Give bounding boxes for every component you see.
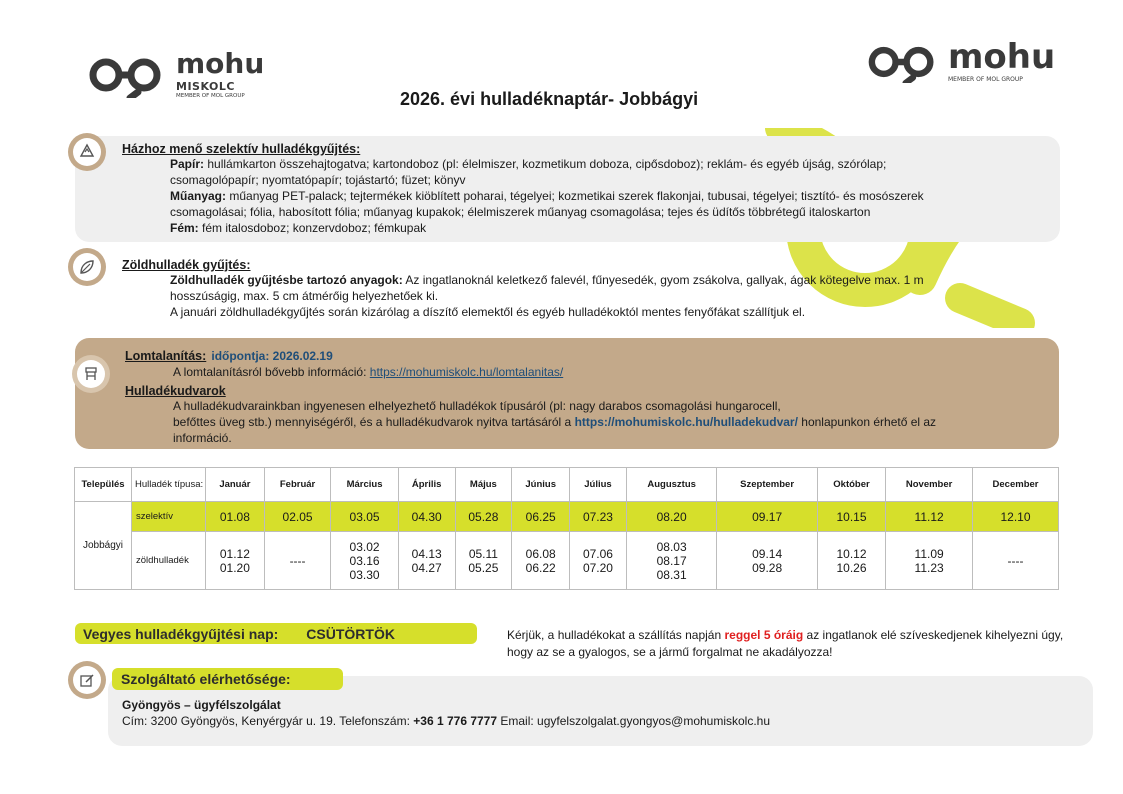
month-header: December	[973, 468, 1059, 502]
green-date-cell: 05.11 05.25	[455, 532, 512, 590]
selective-content	[122, 142, 1057, 236]
month-header: Február	[264, 468, 331, 502]
selective-date-cell: 12.10	[973, 502, 1059, 532]
mohu-logo	[864, 37, 1056, 83]
green-date-cell: 08.03 08.17 08.31	[626, 532, 717, 590]
notice-b: az ingatlanok elé szíveskedjenek	[806, 628, 982, 642]
bulky-info-link[interactable]: https://mohumiskolc.hu/lomtalanitas/	[369, 365, 564, 379]
selective-date-cell: 02.05	[264, 502, 331, 532]
logo-left-member: MEMBER OF MOL GROUP	[176, 93, 245, 99]
selective-date-cell: 07.23	[570, 502, 627, 532]
mixed-label: Vegyes hulladékgyűjtési nap:	[83, 625, 279, 642]
mixed-day: CSÜTÖRTÖK	[306, 625, 395, 642]
metal-label: Fém:	[170, 221, 199, 235]
contact-icon	[68, 661, 106, 699]
contact-office: Gyöngyös – ügyfélszolgálat	[122, 698, 281, 712]
month-header: Június	[512, 468, 570, 502]
month-header: Szeptember	[717, 468, 817, 502]
town-cell: Jobbágyi	[75, 502, 132, 590]
mohu-logo-icon	[864, 41, 940, 83]
bulky-info: A lomtalanításról bővebb információ:	[173, 365, 367, 379]
contact-phone[interactable]: +36 1 776 7777	[413, 714, 498, 728]
contact-email[interactable]: Email: ugyfelszolgalat.gyongyos@mohumiskolc.hu	[500, 714, 771, 728]
month-header: Január	[206, 468, 265, 502]
green-date-cell: 06.08 06.22	[512, 532, 570, 590]
green-date-cell: ----	[973, 532, 1059, 590]
green-date-cell: 03.02 03.16 03.30	[331, 532, 398, 590]
green-date-cell: 07.06 07.20	[570, 532, 627, 590]
green-text-2: hosszúságig, max. 5 cm átmérőig helyezhetőek ki.	[170, 289, 439, 303]
contact-address: Cím: 3200 Gyöngyös, Kenyérgyár u. 19. Telefonszám:	[122, 714, 410, 728]
selective-date-cell: 04.30	[398, 502, 455, 532]
bulky-icon	[72, 355, 110, 393]
green-text: Az ingatlanoknál keletkező falevél, fűnyesedék, gyom zsákolva, gallyak, ágak kötegelve max. 1 m	[405, 273, 924, 287]
plastic-text: műanyag PET-palack; tejtermékek kiöblített poharai, tégelyei; kozmetikai szerek flakonjai, tubusai, tégelyei; tisztító- és mosószerek	[229, 189, 924, 203]
green-date-cell: ----	[264, 532, 331, 590]
green-heading: Zöldhulladék gyűjtés:	[122, 258, 251, 272]
paper-label: Papír:	[170, 157, 205, 171]
bulky-date: időpontja: 2026.02.19	[211, 349, 333, 363]
green-label: Zöldhulladék gyűjtésbe tartozó anyagok:	[170, 273, 403, 287]
selective-date-cell: 11.12	[886, 502, 973, 532]
yard-link[interactable]: https://mohumiskolc.hu/hulladekudvar/	[574, 415, 798, 429]
paper-text: hullámkarton összehajtogatva; kartondoboz (pl: élelmiszer, kozmetikum doboza, cipősdoboz); reklám- és egyéb újság, szórólap;	[207, 157, 887, 171]
yard-text-2b: honlapunkon érhető el az	[801, 415, 937, 429]
month-header: Július	[570, 468, 627, 502]
yard-heading: Hulladékudvarok	[125, 384, 226, 398]
col-town-header: Település	[75, 468, 132, 502]
plastic-text-2: csomagolásai; fólia, habosított fólia; műanyag kupakok; élelmiszerek műanyag csomagolása; tejes és üdítős többrétegű italoskarton	[170, 205, 871, 219]
green-date-cell: 11.09 11.23	[886, 532, 973, 590]
green-date-cell: 10.12 10.26	[817, 532, 885, 590]
recycle-icon	[68, 133, 106, 171]
month-header: Április	[398, 468, 455, 502]
logo-right-member: MEMBER OF MOL GROUP	[948, 76, 1023, 83]
month-header: Augusztus	[626, 468, 717, 502]
month-header: Október	[817, 468, 885, 502]
yard-text-2a: befőttes üveg stb.) mennyiségéről, és a hulladékudvarok nyitva tartásáról a	[173, 415, 572, 429]
month-header: Május	[455, 468, 512, 502]
contact-content	[122, 697, 1082, 729]
logo-right-wordmark: mohu	[948, 37, 1056, 77]
paper-text-2: csomagolópapír; nyomtatópapír; tojástartó; füzet; könyv	[170, 173, 466, 187]
selective-type-cell: szelektív	[132, 502, 206, 532]
mohu-miskolc-logo	[86, 47, 265, 99]
selective-heading: Házhoz menő szelektív hulladékgyűjtés:	[122, 142, 361, 156]
mixed-waste-bar	[75, 623, 477, 644]
logo-left-wordmark: mohu	[176, 47, 265, 80]
collection-calendar-table	[74, 467, 1059, 590]
green-date-cell: 09.14 09.28	[717, 532, 817, 590]
selective-date-cell: 10.15	[817, 502, 885, 532]
month-header: November	[886, 468, 973, 502]
metal-text: fém italosdoboz; konzervdoboz; fémkupak	[202, 221, 427, 235]
selective-date-cell: 06.25	[512, 502, 570, 532]
selective-date-cell: 03.05	[331, 502, 398, 532]
notice-c: kihelyezni úgy, hogy az se a gyalogos, se a jármű forgalmat ne akadályozza!	[507, 628, 1064, 659]
green-content	[122, 258, 1057, 320]
leaf-icon	[68, 248, 106, 286]
selective-date-cell: 01.08	[206, 502, 265, 532]
green-date-cell: 01.12 01.20	[206, 532, 265, 590]
green-date-cell: 04.13 04.27	[398, 532, 455, 590]
logo-left-city: MISKOLC	[176, 80, 235, 93]
collection-notice	[507, 627, 1067, 661]
page-title: 2026. évi hulladéknaptár- Jobbágyi	[400, 89, 699, 109]
mohu-logo-icon	[86, 52, 166, 98]
selective-date-cell: 08.20	[626, 502, 717, 532]
notice-red: reggel 5 óráig	[724, 628, 804, 642]
selective-date-cell: 09.17	[717, 502, 817, 532]
bulky-content	[125, 345, 1050, 446]
col-type-header: Hulladék típusa:	[132, 468, 206, 502]
bulky-heading: Lomtalanítás:	[125, 349, 207, 363]
contact-heading: Szolgáltató elérhetősége:	[112, 668, 343, 690]
yard-text-1: A hulladékudvarainkban ingyenesen elhelyezhető hulladékok típusáról (pl: nagy darabos csomagolási hungarocell,	[173, 399, 781, 413]
green-text-3: A januári zöldhulladékgyűjtés során kizárólag a díszítő elemektől és egyéb hulladékoktól mentes fenyőfákat szállítjuk el.	[170, 305, 806, 319]
selective-date-cell: 05.28	[455, 502, 512, 532]
month-header: Március	[331, 468, 398, 502]
green-type-cell: zöldhulladék	[132, 532, 206, 590]
yard-text-3: információ.	[173, 431, 232, 445]
notice-a: Kérjük, a hulladékokat a szállítás napján	[507, 628, 722, 642]
plastic-label: Műanyag:	[170, 189, 227, 203]
